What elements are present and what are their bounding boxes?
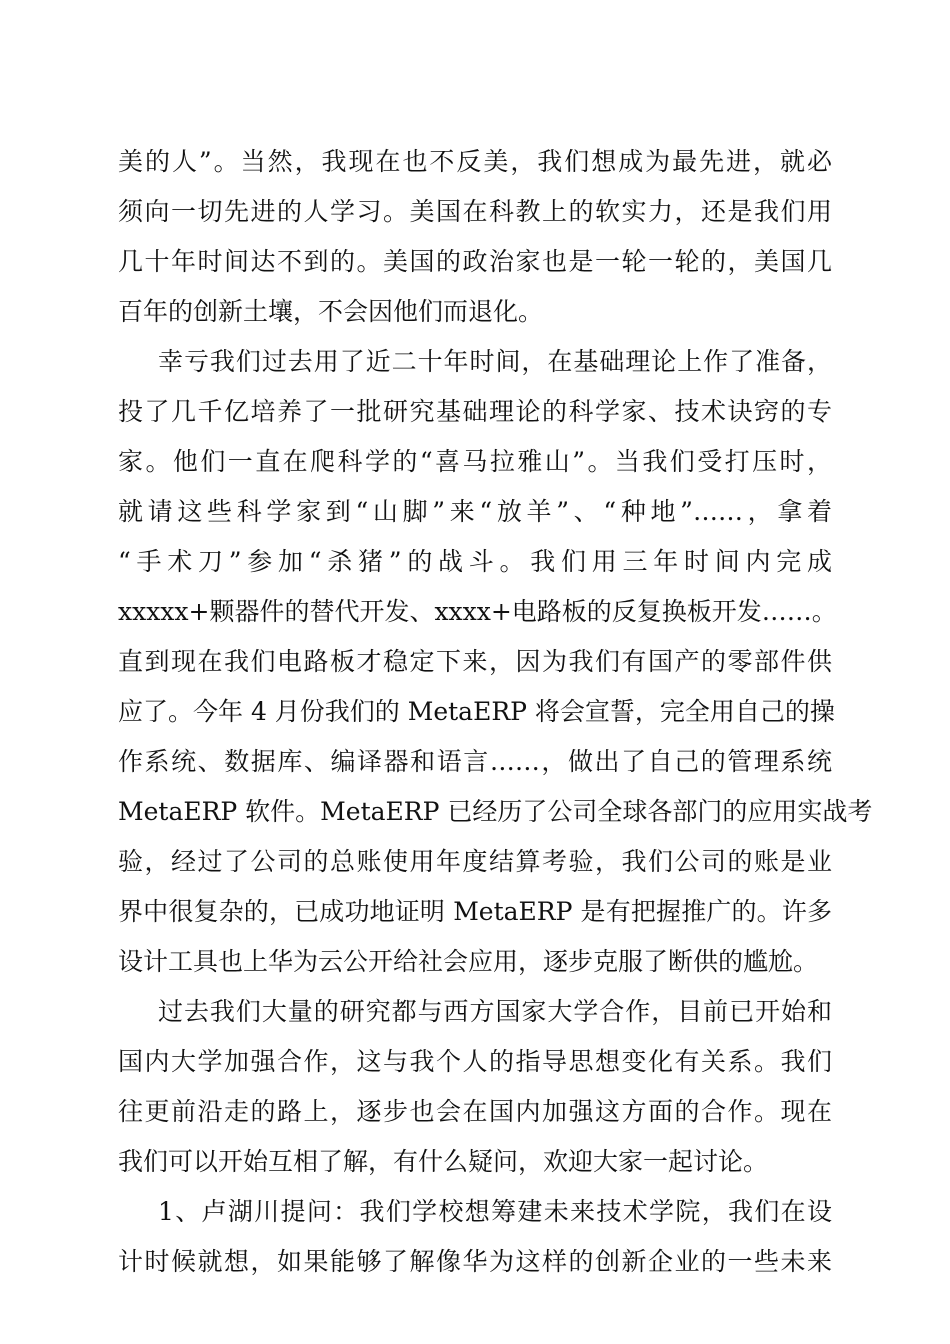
text-line: MetaERP 软件。MetaERP 已经历了公司全球各部门的应用实战考: [118, 797, 873, 826]
text-line: 作系统、数据库、编译器和语言……，做出了自己的管理系统: [118, 747, 832, 776]
paragraph-1: [118, 137, 832, 337]
text-line: 验，经过了公司的总账使用年度结算考验，我们公司的账是业: [118, 847, 832, 876]
text-line: 界中很复杂的，已成功地证明 MetaERP 是有把握推广的。许多: [118, 897, 832, 926]
text-line: 计时候就想，如果能够了解像华为这样的创新企业的一些未来: [118, 1247, 832, 1276]
text-line: 国内大学加强合作，这与我个人的指导思想变化有关系。我们: [118, 1047, 832, 1076]
text-line: “手术刀”参加“杀猪”的战斗。我们用三年时间内完成: [118, 547, 832, 576]
text-line: 直到现在我们电路板才稳定下来，因为我们有国产的零部件供: [118, 647, 832, 676]
paragraph-4: [118, 1187, 832, 1287]
text-line: 几十年时间达不到的。美国的政治家也是一轮一轮的，美国几: [118, 247, 832, 276]
text-line: 家。他们一直在爬科学的“喜马拉雅山”。当我们受打压时，: [118, 447, 832, 476]
text-line: 就请这些科学家到“山脚”来“放羊”、“种地”……，拿着: [118, 497, 832, 526]
paragraph-3: [118, 987, 832, 1187]
text-line: 须向一切先进的人学习。美国在科教上的软实力，还是我们用: [118, 197, 832, 226]
text-line: 过去我们大量的研究都与西方国家大学合作，目前已开始和: [158, 997, 832, 1026]
text-line: 往更前沿走的路上，逐步也会在国内加强这方面的合作。现在: [118, 1097, 832, 1126]
text-line: 设计工具也上华为云公开给社会应用，逐步克服了断供的尴尬。: [118, 947, 819, 976]
paragraph-2: [118, 337, 873, 987]
text-line: 幸亏我们过去用了近二十年时间，在基础理论上作了准备，: [158, 347, 832, 376]
text-line: 我们可以开始互相了解，有什么疑问，欢迎大家一起讨论。: [118, 1147, 769, 1176]
text-line: 应了。今年 4 月份我们的 MetaERP 将会宣誓，完全用自己的操: [118, 697, 835, 726]
text-line: xxxxx+颗器件的替代开发、xxxx+电路板的反复换板开发……。: [118, 597, 837, 626]
text-line: 1、卢湖川提问：我们学校想筹建未来技术学院，我们在设: [158, 1197, 832, 1226]
text-line: 投了几千亿培养了一批研究基础理论的科学家、技术诀窍的专: [118, 397, 832, 426]
text-line: 百年的创新土壤，不会因他们而退化。: [118, 297, 544, 326]
text-line: 美的人”。当然，我现在也不反美，我们想成为最先进，就必: [118, 147, 832, 176]
document-body: [118, 137, 873, 1287]
